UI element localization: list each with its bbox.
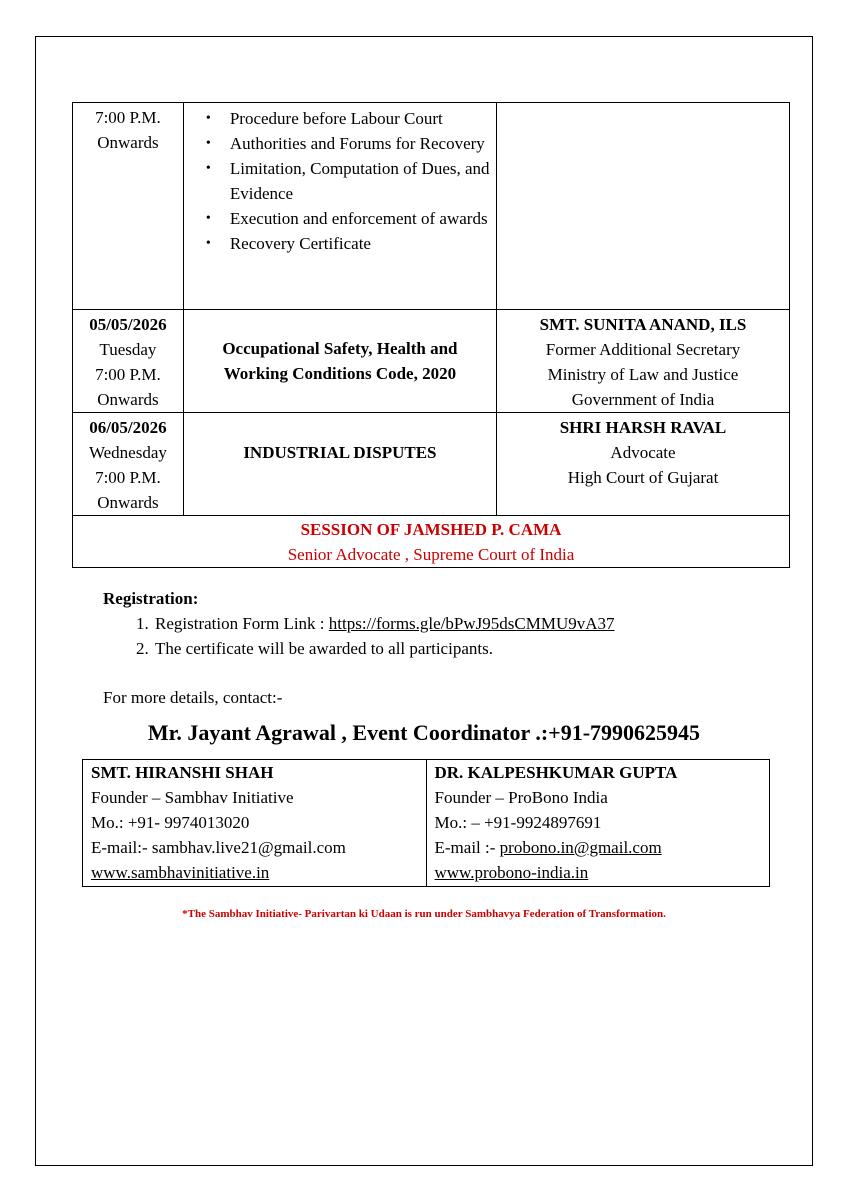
session-day: Tuesday [99, 340, 157, 359]
session-onwards: Onwards [97, 493, 159, 512]
list-item [153, 611, 615, 636]
speaker-ministry: Ministry of Law and Justice [547, 365, 739, 384]
time-cell [73, 103, 184, 310]
registration-title: Registration: [103, 589, 199, 608]
registration-link-label: Registration Form Link : [155, 614, 329, 633]
session-date: 06/05/2026 [89, 418, 167, 437]
session-onwards: Onwards [97, 133, 159, 152]
table-row [73, 310, 790, 413]
speaker-name: SHRI HARSH RAVAL [559, 418, 727, 437]
closing-session-cell [73, 516, 790, 568]
contact-website[interactable]: www.probono-india.in [434, 863, 589, 882]
contact-email-row [91, 835, 426, 860]
list-item: • Execution and enforcement of awards [230, 206, 496, 231]
session-onwards: Onwards [97, 390, 159, 409]
contact-phone: Mo.: – +91-9924897691 [434, 813, 602, 832]
session-date: 05/05/2026 [89, 315, 167, 334]
registration-list [103, 611, 615, 661]
email-label: E-mail :- [434, 838, 500, 857]
speaker-cell [496, 310, 789, 413]
topic-list [184, 103, 496, 256]
table-row [73, 103, 790, 310]
contact-role: Founder – Sambhav Initiative [91, 788, 294, 807]
session-topic: Occupational Safety, Health and Working Conditions Code, 2020 [222, 339, 458, 383]
topic-cell [183, 310, 496, 413]
table-row [73, 413, 790, 516]
speaker-cell [496, 413, 789, 516]
contact-intro: For more details, contact:- [103, 688, 283, 707]
event-coordinator: Mr. Jayant Agrawal , Event Coordinator .:+91-7990625945 [147, 720, 701, 745]
contact-card-right [426, 760, 770, 887]
date-cell [73, 310, 184, 413]
closing-session-title: SESSION OF JAMSHED P. CAMA [300, 520, 562, 539]
list-item: • Authorities and Forums for Recovery [230, 131, 496, 156]
registration-section [103, 586, 615, 661]
date-cell [73, 413, 184, 516]
contact-name: SMT. HIRANSHI SHAH [91, 763, 274, 782]
schedule-table [72, 102, 790, 568]
speaker-government: Government of India [571, 390, 715, 409]
contact-email[interactable]: probono.in@gmail.com [499, 838, 662, 857]
contact-name: DR. KALPESHKUMAR GUPTA [434, 763, 678, 782]
contact-card-left [83, 760, 427, 887]
speaker-designation: Advocate [610, 443, 676, 462]
email-label: E-mail:- [91, 838, 152, 857]
speaker-name: SMT. SUNITA ANAND, ILS [539, 315, 747, 334]
speaker-designation: Former Additional Secretary [545, 340, 741, 359]
table-row [83, 760, 770, 887]
contact-website[interactable]: www.sambhavinitiative.in [91, 863, 270, 882]
session-day: Wednesday [88, 443, 167, 462]
list-item: • Limitation, Computation of Dues, and Evidence [230, 156, 496, 206]
session-time: 7:00 P.M. [95, 365, 161, 384]
table-row [73, 516, 790, 568]
topic-cell [183, 413, 496, 516]
closing-session-subtitle: Senior Advocate , Supreme Court of India [287, 545, 575, 564]
session-topic: INDUSTRIAL DISPUTES [243, 443, 437, 462]
contact-email-row [435, 835, 770, 860]
speaker-court: High Court of Gujarat [567, 468, 719, 487]
footnote: *The Sambhav Initiative- Parivartan ki Udaan is run under Sambhavya Federation of Transformation. [182, 908, 666, 920]
list-item: 2. The certificate will be awarded to all participants. [153, 636, 615, 661]
speaker-cell [496, 103, 789, 310]
contacts-table [82, 759, 770, 887]
registration-form-link[interactable]: https://forms.gle/bPwJ95dsCMMU9vA37 [328, 614, 615, 633]
topic-cell [183, 103, 496, 310]
list-item: • Procedure before Labour Court [230, 106, 496, 131]
list-item: • Recovery Certificate [230, 231, 496, 256]
contact-role: Founder – ProBono India [434, 788, 608, 807]
session-time: 7:00 P.M. [95, 108, 161, 127]
session-time: 7:00 P.M. [95, 468, 161, 487]
contact-email[interactable]: sambhav.live21@gmail.com [151, 838, 346, 857]
contact-phone: Mo.: +91- 9974013020 [91, 813, 250, 832]
